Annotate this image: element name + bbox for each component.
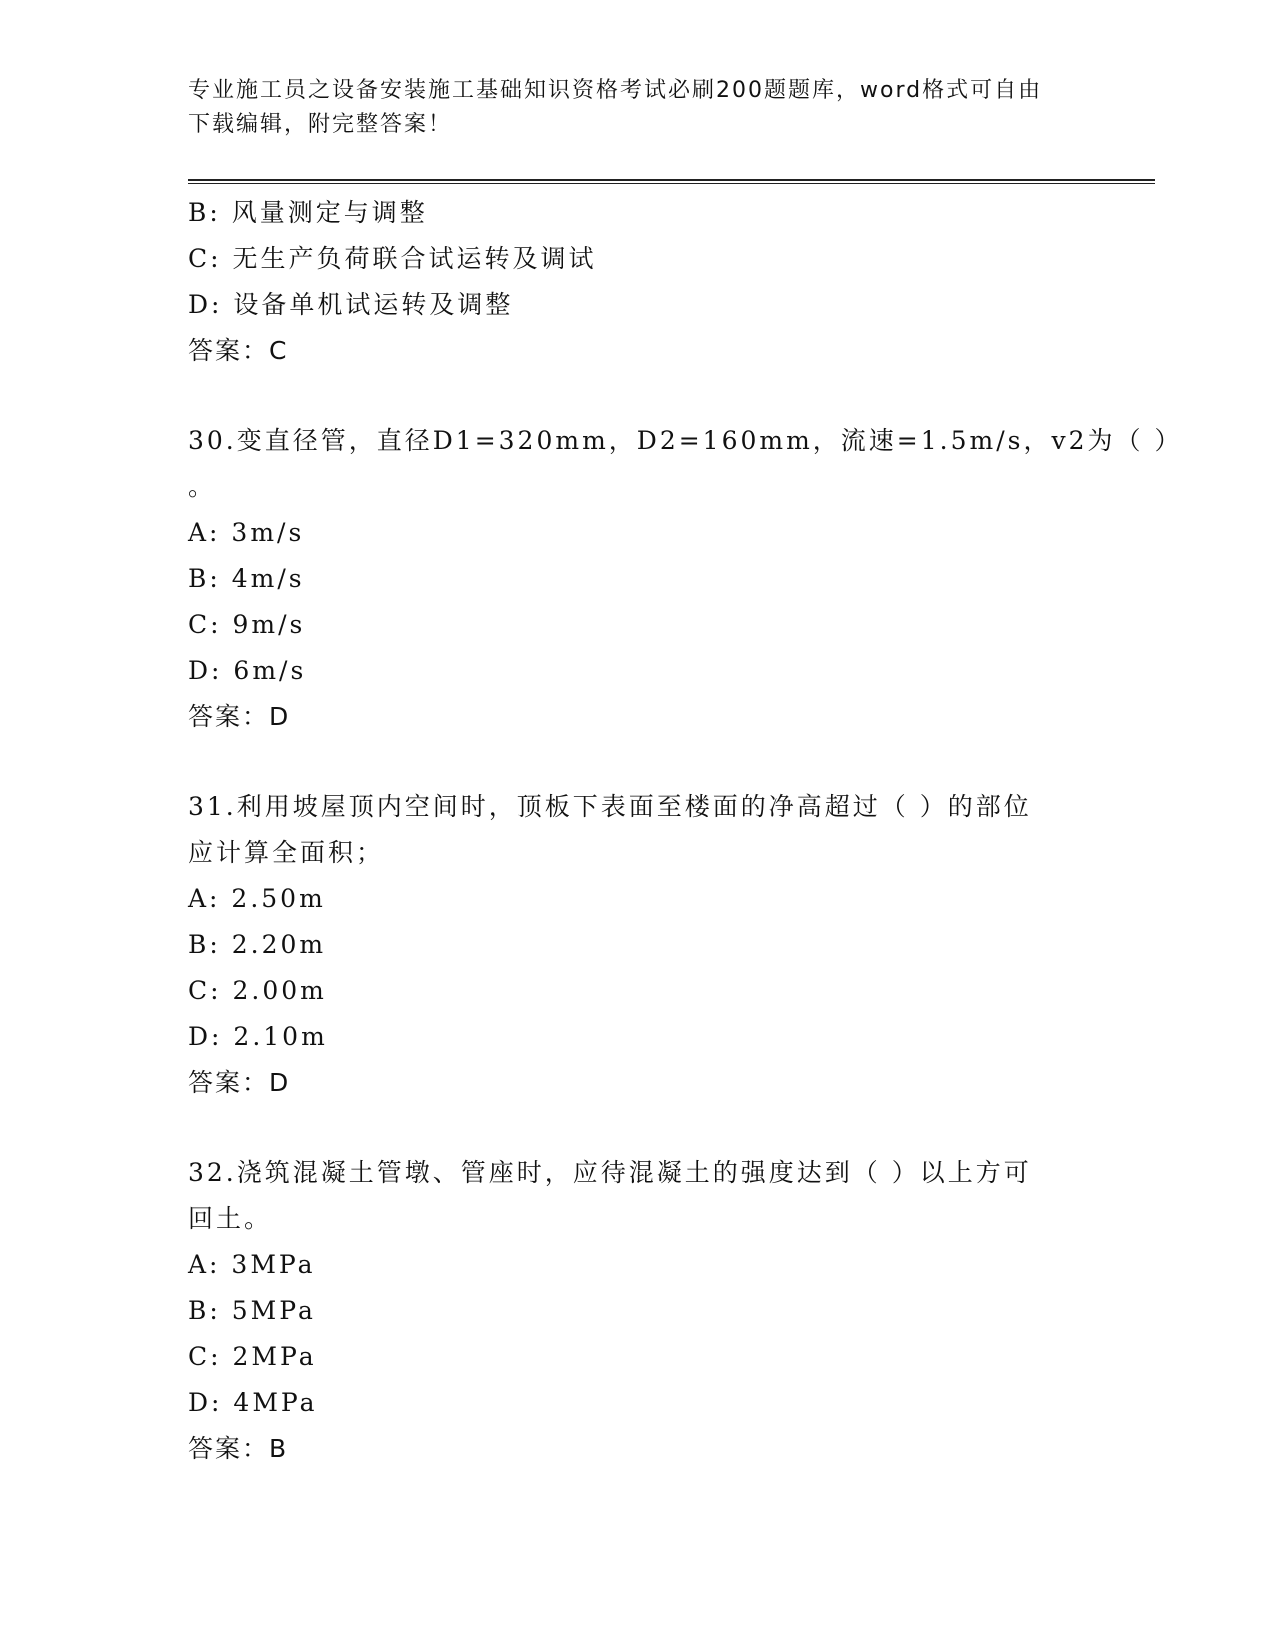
- option-b: B: 5MPa: [188, 1296, 316, 1325]
- header-divider-thick: [188, 179, 1155, 181]
- answer-line: 答案：B: [188, 1434, 289, 1463]
- question-29-tail: [188, 190, 1088, 374]
- option-d: D: 4MPa: [188, 1388, 318, 1417]
- question-32: [188, 1150, 1088, 1472]
- option-c: C: 2.00m: [188, 976, 327, 1005]
- question-30: [188, 418, 1183, 740]
- header-line-1: 专业施工员之设备安装施工基础知识资格考试必刷200题题库，word格式可自由: [188, 78, 1043, 103]
- question-31: [188, 784, 1088, 1106]
- answer-line: 答案：D: [188, 1068, 291, 1097]
- question-text-line-1: 32.浇筑混凝土管墩、管座时，应待混凝土的强度达到（ ）以上方可: [188, 1158, 1032, 1187]
- question-text-line-2: 。: [188, 472, 217, 501]
- option-d: D: 6m/s: [188, 656, 307, 685]
- answer-line: 答案：C: [188, 336, 289, 365]
- option-a: A: 3MPa: [188, 1250, 316, 1279]
- option-b: B: 4m/s: [188, 564, 305, 593]
- header-line-2: 下载编辑，附完整答案！: [188, 112, 453, 137]
- question-text-line-2: 回土。: [188, 1204, 273, 1233]
- option-b: B: 风量测定与调整: [188, 198, 428, 227]
- answer-line: 答案：D: [188, 702, 291, 731]
- document-header: [188, 74, 1068, 142]
- option-d: D: 2.10m: [188, 1022, 328, 1051]
- option-a: A: 3m/s: [188, 518, 305, 547]
- question-text-line-1: 30.变直径管，直径D1=320mm，D2=160mm，流速=1.5m/s，v2为（ ）: [188, 426, 1183, 455]
- option-c: C: 9m/s: [188, 610, 306, 639]
- question-text-line-1: 31.利用坡屋顶内空间时，顶板下表面至楼面的净高超过（ ）的部位: [188, 792, 1032, 821]
- question-list: [188, 190, 1183, 1472]
- option-a: A: 2.50m: [188, 884, 326, 913]
- option-d: D: 设备单机试运转及调整: [188, 290, 514, 319]
- option-b: B: 2.20m: [188, 930, 327, 959]
- question-text-line-2: 应计算全面积；: [188, 838, 385, 867]
- option-c: C: 无生产负荷联合试运转及调试: [188, 244, 597, 273]
- option-c: C: 2MPa: [188, 1342, 317, 1371]
- header-divider-thin: [188, 183, 1155, 184]
